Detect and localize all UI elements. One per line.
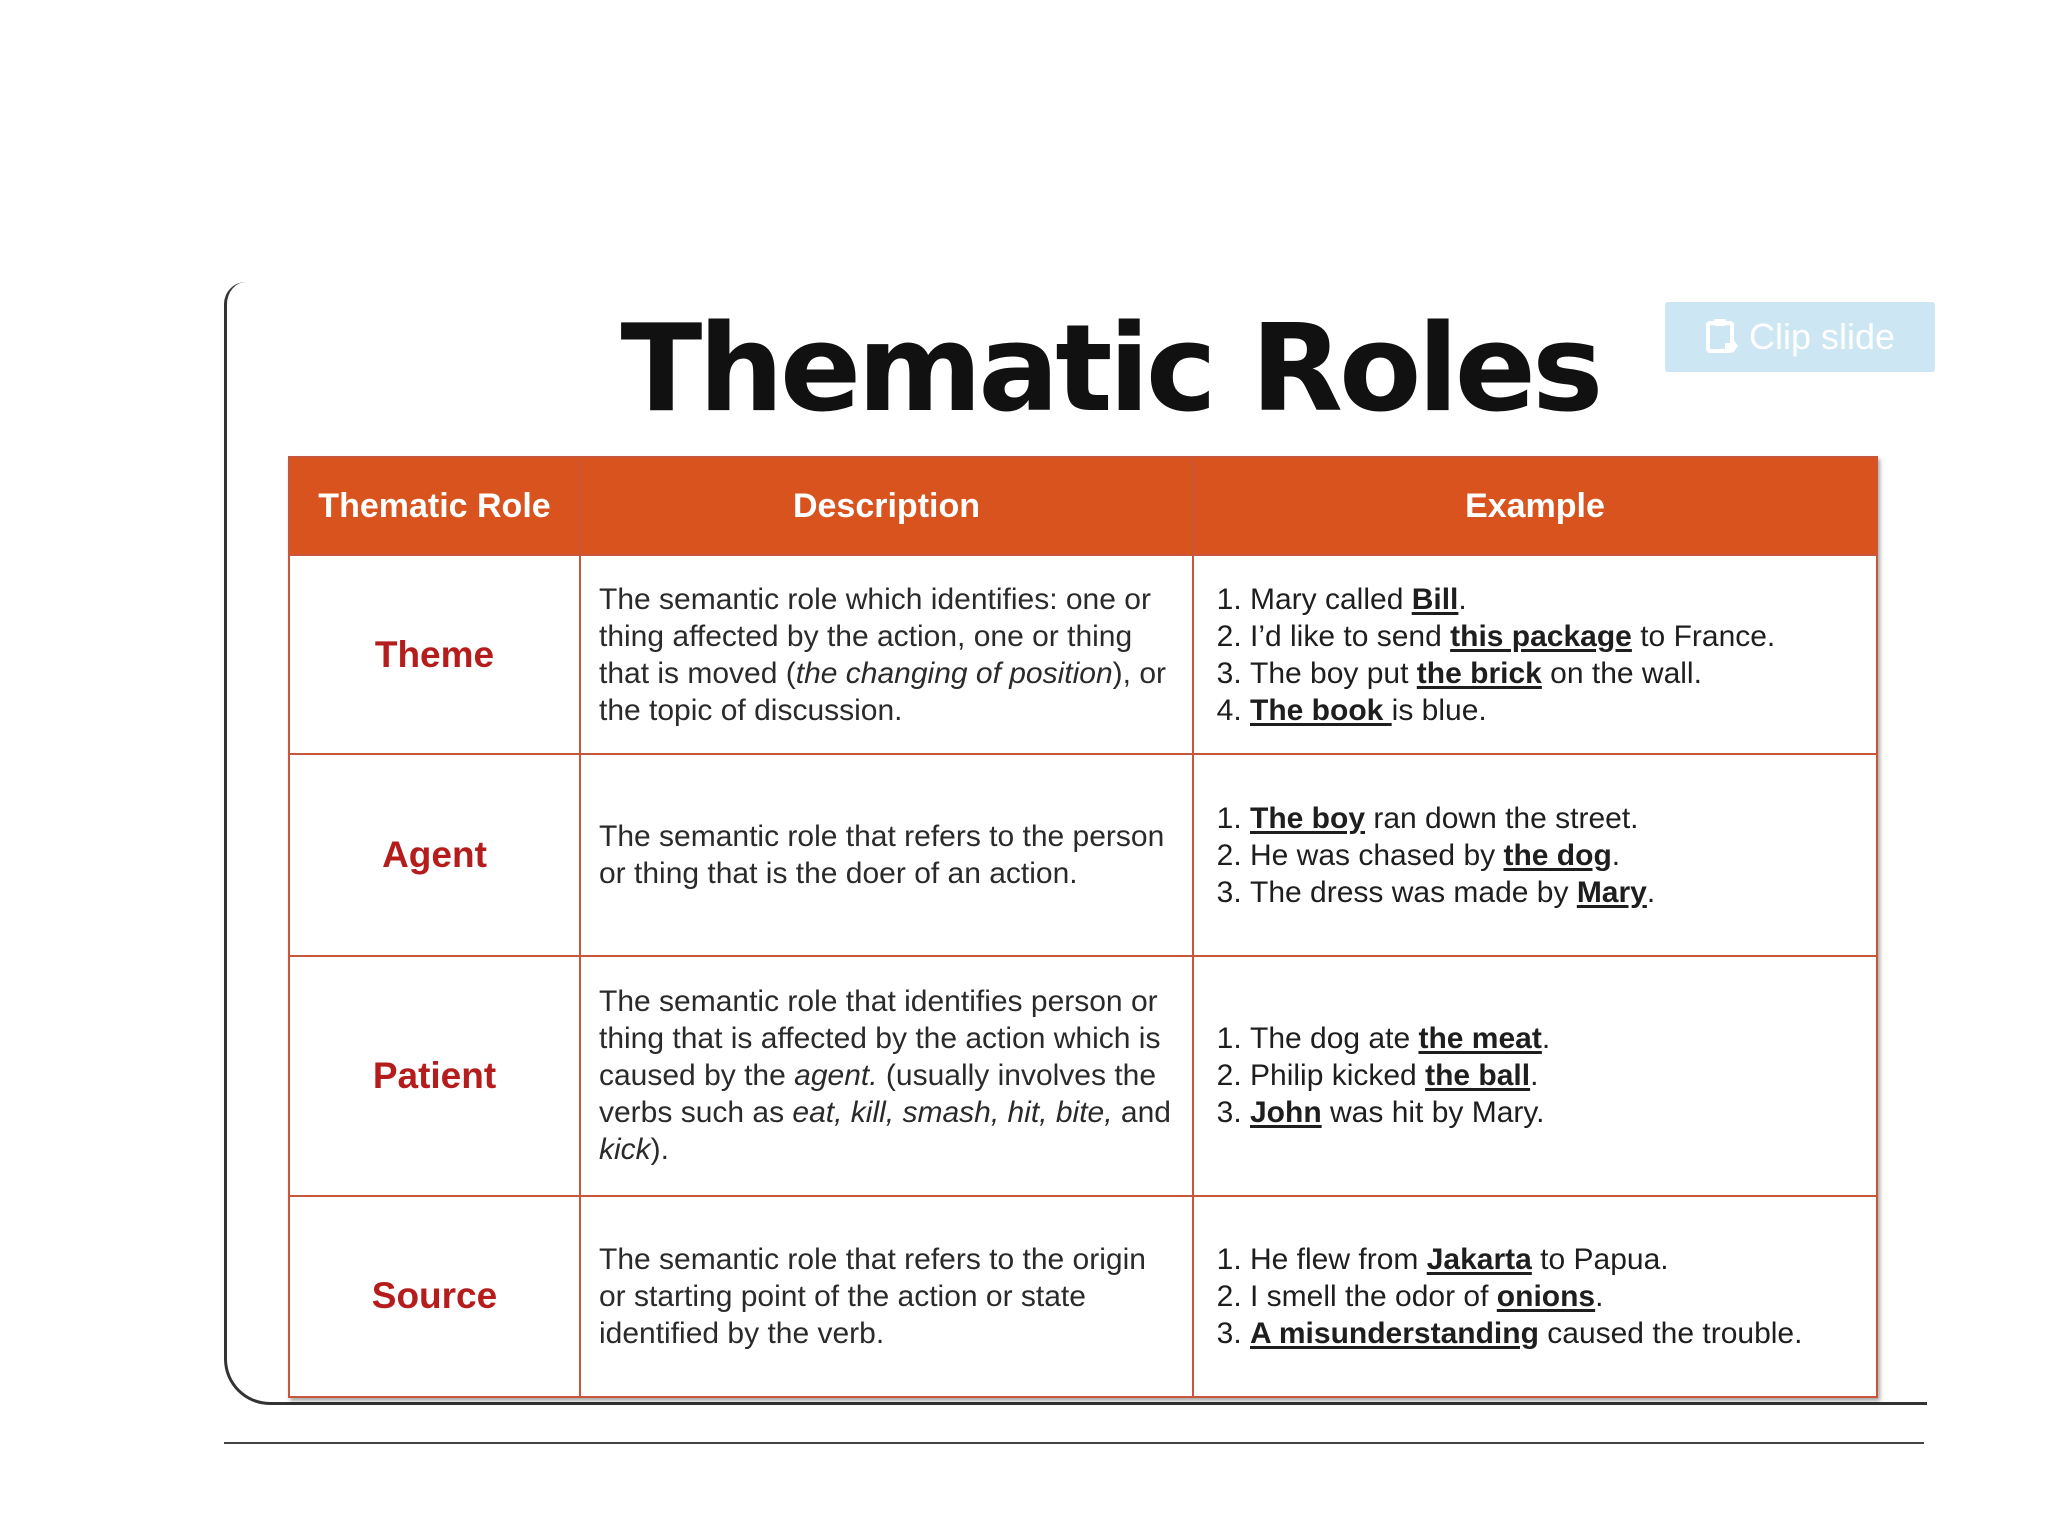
role-description (580, 555, 1193, 754)
text-run: (usually involves the verbs such as (599, 1059, 1157, 1130)
text-run: to France. (1631, 619, 1776, 653)
italic-text: agent. (794, 1059, 878, 1093)
text-run: The boy put (1250, 656, 1417, 690)
highlighted-phrase: Jakarta (1426, 1242, 1532, 1276)
highlighted-phrase: The book (1250, 693, 1392, 727)
text-run: . (1530, 1059, 1539, 1093)
thematic-roles-table (288, 456, 1878, 1398)
role-description (580, 956, 1193, 1196)
role-name: Theme (289, 555, 580, 754)
text-run: He flew from (1250, 1242, 1427, 1276)
role-description (580, 1196, 1193, 1397)
highlighted-phrase: this package (1450, 619, 1632, 653)
text-run: The dog ate (1250, 1022, 1419, 1056)
text-run: The dress was made by (1250, 875, 1577, 909)
example-item (1250, 837, 1858, 874)
example-item (1250, 618, 1858, 655)
example-list (1212, 1241, 1858, 1352)
example-item (1250, 1278, 1858, 1315)
example-item (1250, 1020, 1858, 1057)
highlighted-phrase: the meat (1418, 1022, 1542, 1056)
clipboard-icon (1705, 317, 1739, 357)
example-item (1250, 1094, 1858, 1131)
text-run: I smell the odor of (1250, 1279, 1497, 1313)
example-item (1250, 581, 1858, 618)
table-row (289, 754, 1877, 955)
highlighted-phrase: the dog (1503, 838, 1612, 872)
text-run: is blue. (1391, 693, 1487, 727)
text-run: ), or the topic of discussion. (599, 656, 1166, 727)
text-run: The semantic role that identifies person or thing that is affected by the action which is caused by the (599, 985, 1161, 1093)
text-run: Philip kicked (1250, 1059, 1426, 1093)
highlighted-phrase: Mary (1576, 875, 1647, 909)
page-title: Thematic Roles (620, 300, 1600, 439)
clip-slide-label: Clip slide (1748, 316, 1896, 357)
example-list (1212, 800, 1858, 911)
highlighted-phrase: the ball (1425, 1059, 1531, 1093)
role-examples (1193, 754, 1877, 955)
example-item (1250, 1315, 1858, 1352)
example-item (1250, 874, 1858, 911)
header-thematic-role: Thematic Role (289, 457, 580, 555)
example-item (1250, 655, 1858, 692)
role-examples (1193, 956, 1877, 1196)
table-row (289, 1196, 1877, 1397)
text-run: . (1541, 1022, 1551, 1056)
role-examples (1193, 1196, 1877, 1397)
text-run: . (1595, 1279, 1604, 1313)
example-list (1212, 1020, 1858, 1131)
divider-line (224, 1442, 1924, 1444)
text-run: Mary called (1250, 582, 1412, 616)
text-run: The semantic role that refers to the origin or starting point of the action or state identified by the verb. (599, 1242, 1146, 1350)
italic-text: the changing of position (795, 656, 1113, 690)
text-run: caused the trouble. (1538, 1316, 1803, 1350)
header-example: Example (1193, 457, 1877, 555)
highlighted-phrase: John (1250, 1096, 1322, 1130)
example-item (1250, 800, 1858, 837)
header-description: Description (580, 457, 1193, 555)
text-run: to Papua. (1531, 1242, 1669, 1276)
text-run: ran down the street. (1365, 801, 1639, 835)
role-name: Source (289, 1196, 580, 1397)
text-run: . (1646, 875, 1656, 909)
table-header-row (289, 457, 1877, 555)
text-run: . (1458, 582, 1467, 616)
example-item (1250, 1241, 1858, 1278)
table-row (289, 956, 1877, 1196)
role-examples (1193, 555, 1877, 754)
role-name: Agent (289, 754, 580, 955)
clip-slide-button[interactable] (1665, 302, 1935, 372)
role-name: Patient (289, 956, 580, 1196)
text-run: He was chased by (1250, 838, 1504, 872)
italic-text: eat, kill, smash, hit, bite, (792, 1096, 1113, 1130)
text-run: on the wall. (1541, 656, 1702, 690)
italic-text: kick (599, 1133, 651, 1167)
text-run: . (1611, 838, 1621, 872)
highlighted-phrase: Bill (1411, 582, 1459, 616)
example-item (1250, 692, 1858, 729)
table-row (289, 555, 1877, 754)
text-run: was hit by Mary. (1321, 1096, 1545, 1130)
text-run: ). (650, 1133, 669, 1167)
highlighted-phrase: The boy (1250, 801, 1366, 835)
example-item (1250, 1057, 1858, 1094)
text-run: I’d like to send (1250, 619, 1451, 653)
text-run: The semantic role which identifies: one or thing affected by the action, one or thing that is moved ( (599, 582, 1151, 690)
highlighted-phrase: the brick (1416, 656, 1542, 690)
text-run: and (1112, 1096, 1171, 1130)
text-run: The semantic role that refers to the person or thing that is the doer of an action. (599, 820, 1165, 891)
role-description (580, 754, 1193, 955)
highlighted-phrase: A misunderstanding (1250, 1316, 1539, 1350)
example-list (1212, 581, 1858, 729)
highlighted-phrase: onions (1496, 1279, 1596, 1313)
